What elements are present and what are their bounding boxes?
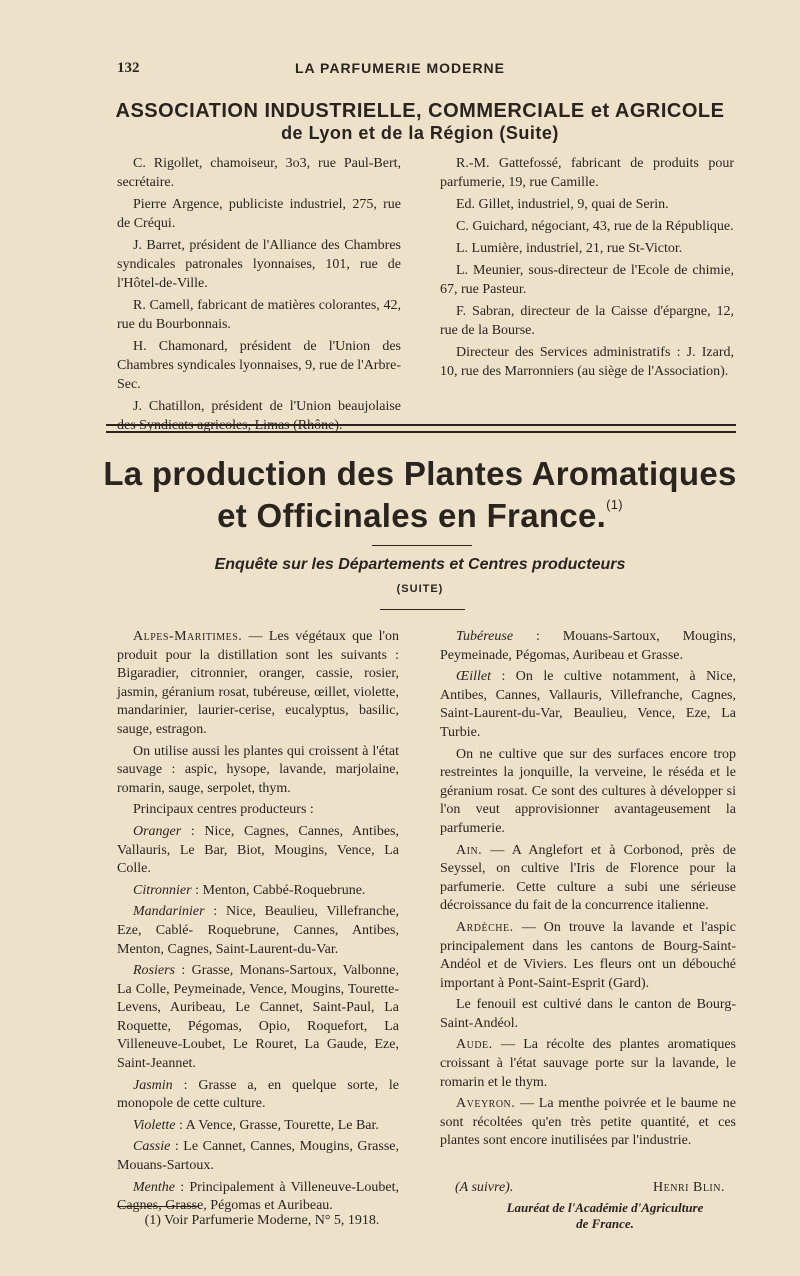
member-entry: L. Meunier, sous-directeur de l'Ecole de chimie, 67, rue Pasteur.	[440, 263, 734, 297]
plant-entry: Menthe : Principalement à Villeneuve-Loubet, Cagnes, Grasse, Pégomas et Auribeau.	[117, 1179, 399, 1214]
plant-name: Cassie	[133, 1139, 171, 1155]
plant-entry: Œillet : On le cultive notamment, à Nice, Antibes, Cannes, Vallauris, Villefranche, Cagnes, Saint-Laurent-du-Var, Beaulieu, Vence, Eze, La Turbie.	[440, 669, 736, 740]
subtitle-rule	[380, 609, 465, 610]
member-entry: Directeur des Services administratifs : J. Izard, 10, rue des Marronniers (au siège de l'Association).	[440, 345, 734, 379]
member-entry: Pierre Argence, publiciste industriel, 275, rue de Créqui.	[117, 197, 401, 231]
article-subtitle: Enquête sur les Départements et Centres producteurs	[214, 556, 626, 573]
department-heading: Ain.	[456, 842, 483, 858]
article-title-line2	[0, 497, 800, 535]
plant-entry: Rosiers : Grasse, Monans-Sartoux, Valbonne, La Colle, Peymeinade, Vence, Mougins, Tourette-Levens, Auribeau, Le Cannet, Saint-Paul, La Roquette, Pégomas, Opio, Roquefort, La Villeneuve-Loubet, Le Rouret, La Gaude, Eze, Saint-Jeannet.	[117, 963, 399, 1072]
suite-label: (SUITE)	[396, 583, 444, 595]
association-title: ASSOCIATION INDUSTRIELLE, COMMERCIALE et AGRICOLE	[115, 100, 725, 122]
plant-name: Citronnier	[133, 882, 192, 898]
member-entry: L. Lumière, industriel, 21, rue St-Victor.	[456, 241, 683, 256]
association-member-list-left	[117, 154, 401, 438]
member-entry: H. Chamonard, président de l'Union des Chambres syndicales lyonnaises, 9, rue de l'Arbre-Sec.	[117, 339, 401, 392]
plant-name: Œillet	[456, 669, 491, 685]
plant-name: Oranger	[133, 823, 182, 839]
plant-name: Jasmin	[133, 1077, 173, 1093]
section-divider-top	[106, 424, 736, 426]
section-divider-bottom	[106, 431, 736, 433]
department-heading: Ardèche.	[456, 919, 514, 935]
paragraph-aveyron: Aveyron. — La menthe poivrée et le baume ne sont récoltées qu'en très petite quantité, et ces plantes sont encore inutilisées par l'industrie.	[440, 1096, 736, 1149]
author-name: Henri Blin.	[653, 1180, 725, 1195]
paragraph-aude: Aude. — La récolte des plantes aromatiques croissant à l'état sauvage porte sur la lavande, le romarin et le thym.	[440, 1037, 736, 1090]
paragraph-ain: Ain. — A Anglefort et à Corbonod, près de Seyssel, on cultive l'Iris de Florence pour la parfumerie. Cette culture a subi une sérieuse décroissance du fait de la concurrence italienne.	[440, 842, 736, 914]
article-title-line1: La production des Plantes Aromatiques	[103, 455, 737, 492]
department-heading: Aude.	[456, 1037, 493, 1053]
department-heading: Alpes-Maritimes.	[133, 629, 243, 644]
member-entry: J. Chatillon, président de l'Union beaujolaise des Syndicats agricoles, Limas (Rhône).	[117, 399, 401, 433]
author-title: Lauréat de l'Académie d'Agriculture de France.	[506, 1200, 704, 1231]
member-entry: J. Barret, président de l'Alliance des Chambres syndicales patronales lyonnaises, 101, rue de l'Hôtel-de-Ville.	[117, 238, 401, 291]
member-entry: R. Camell, fabricant de matières colorantes, 42, rue du Bourbonnais.	[117, 298, 401, 332]
plant-entry: Tubéreuse : Mouans-Sartoux, Mougins, Peymeinade, Pégomas, Auribeau et Grasse.	[440, 629, 736, 663]
plant-name: Violette	[133, 1117, 176, 1133]
page-number: 132	[117, 60, 140, 76]
paragraph: On ne cultive que sur des surfaces encore trop restreintes la jonquille, la verveine, le réséda et le géranium rosat. Ce sont des cultures à développer si l'on veut approvisionner avantageusement la parfumerie.	[440, 746, 736, 836]
article-column-left	[117, 628, 399, 1219]
paragraph-alpes-maritimes: Alpes-Maritimes. — Les végétaux que l'on produit pour la distillation sont les suivants : Bigaradier, citronnier, oranger, cassie, rosier, jasmin, géranium rosat, tubéreuse, œillet, violette, mandarinier, laurier-cerise, eucalyptus, basilic, sauge, estragon.	[117, 629, 399, 737]
footnote-rule	[117, 1206, 199, 1207]
plant-entry: Mandarinier : Nice, Beaulieu, Villefranche, Eze, Cablé- Roquebrune, Cannes, Antibes, Menton, Cagnes, Saint-Laurent-du-Var.	[117, 904, 399, 957]
member-entry: C. Rigollet, chamoiseur, 3o3, rue Paul-Bert, secrétaire.	[117, 156, 401, 190]
plant-name: Mandarinier	[133, 904, 205, 920]
association-member-list-right	[440, 154, 734, 384]
plant-name: Tubéreuse	[456, 629, 514, 644]
plant-name: Rosiers	[133, 963, 175, 979]
paragraph: Le fenouil est cultivé dans le canton de Bourg-Saint-Andéol.	[440, 997, 736, 1031]
plant-entry: Violette : A Vence, Grasse, Tourette, Le Bar.	[133, 1117, 379, 1133]
title-rule	[372, 545, 472, 546]
continued-note: (A suivre).	[455, 1180, 514, 1195]
signature-row	[455, 1180, 737, 1196]
footnote: (1) Voir Parfumerie Moderne, N° 5, 1918.	[144, 1213, 380, 1228]
paragraph: On utilise aussi les plantes qui croissent à l'état sauvage : aspic, hysope, lavande, marjolaine, romarin, sauge, serpolet, thym.	[117, 743, 399, 796]
member-entry: Ed. Gillet, industriel, 9, quai de Serin.	[456, 197, 669, 212]
plant-entry: Cassie : Le Cannet, Cannes, Mougins, Grasse, Mouans-Sartoux.	[117, 1139, 399, 1174]
plant-name: Menthe	[133, 1179, 175, 1195]
plant-entry: Oranger : Nice, Cagnes, Cannes, Antibes, Vallauris, Le Bar, Biot, Mougins, Vence, La Colle.	[117, 823, 399, 877]
paragraph: Principaux centres producteurs :	[133, 802, 314, 818]
journal-header: LA PARFUMERIE MODERNE	[295, 60, 505, 76]
member-entry: C. Guichard, négociant, 43, rue de la République.	[456, 219, 734, 234]
department-heading: Aveyron.	[456, 1096, 516, 1112]
association-subtitle: de Lyon et de la Région (Suite)	[281, 123, 559, 143]
plant-entry: Citronnier : Menton, Cabbé-Roquebrune.	[133, 882, 366, 898]
paragraph-ardeche: Ardèche. — On trouve la lavande et l'aspic principalement dans les cantons de Bourg-Saint-Andéol et de Viviers. Les fleurs ont un débouché important à Pont-Saint-Esprit (Gard).	[440, 919, 736, 991]
footnote-marker: (1)	[606, 497, 623, 512]
member-entry: R.-M. Gattefossé, fabricant de produits pour parfumerie, 19, rue Camille.	[440, 156, 734, 190]
plant-entry: Jasmin : Grasse a, en quelque sorte, le monopole de cette culture.	[117, 1077, 399, 1112]
member-entry: F. Sabran, directeur de la Caisse d'épargne, 12, rue de la Bourse.	[440, 304, 734, 338]
article-title-text: et Officinales en France.	[217, 497, 607, 534]
article-column-right	[440, 628, 736, 1154]
